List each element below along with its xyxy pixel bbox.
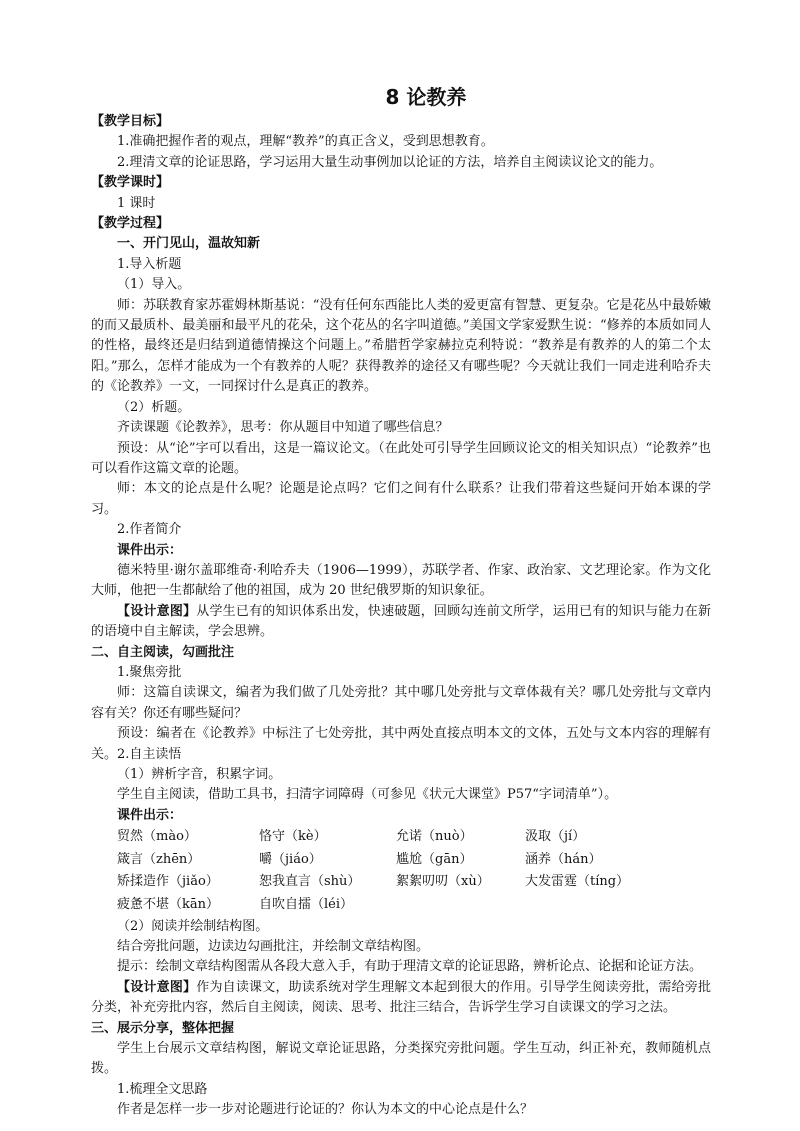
word-item: 自吹自擂（léi） xyxy=(259,897,354,912)
document-page xyxy=(91,82,711,1121)
s1-para4: 师：本文的论点是什么呢？论题是论点吗？它们之间有什么联系？让我们带着这些疑问开始本课的学习。 xyxy=(91,481,711,517)
s3-sub1: 1.梳理全文思路 xyxy=(117,1081,208,1097)
word-item: 涵养（hán） xyxy=(525,851,602,867)
s2-para4: 结合旁批问题，边读边勾画批注，并绘制文章结构图。 xyxy=(117,939,430,954)
design-label: 【设计意图】 xyxy=(117,979,197,995)
goal-2: 2.理清文章的论证思路，学习运用大量生动事例加以论证的方法，培养自主阅读议论文的能力。 xyxy=(117,154,663,170)
s1-design: 【设计意图】从学生已有的知识体系出发，快速破题，回顾勾连前文所学，运用已有的知识与能力在新的语境中自主解读，学会思辨。 xyxy=(91,603,711,640)
section-1-heading: 一、开门见山，温故知新 xyxy=(117,236,261,252)
word-item: 汲取（jí） xyxy=(525,829,586,845)
section-3-heading: 三、展示分享，整体把握 xyxy=(91,1020,235,1036)
s2-show-label: 课件出示： xyxy=(117,807,183,823)
hours-heading: 【教学课时】 xyxy=(91,175,170,191)
s2-design: 【设计意图】作为自读课文，助读系统对学生理解文本起到很大的作用。引导学生阅读旁批，需给旁批分类，补充旁批内容，然后自主阅读，阅读、思考、批注三结合，告诉学生学习自读课文的学习之法。 xyxy=(91,979,711,1016)
word-item: 箴言（zhēn） xyxy=(117,851,201,867)
s1-para3: 预设：从“论”字可以看出，这是一篇议论文。（在此处可引导学生回顾议论文的相关知识点）“论教养”也可以看作这篇文章的论题。 xyxy=(91,440,711,476)
process-heading: 【教学过程】 xyxy=(91,216,170,232)
s1-sub2: 2.作者简介 xyxy=(117,522,182,538)
s2-para5: 提示：绘制文章结构图需从各段大意入手，有助于理清文章的论证思路，辨析论点、论据和论证方法。 xyxy=(117,959,703,975)
s2-p1: （1）辨析字音，积累字词。 xyxy=(117,767,282,782)
page-title: 8 论教养 xyxy=(385,85,467,109)
word-item: 恪守（kè） xyxy=(259,829,327,845)
word-item: 恕我直言（shù） xyxy=(259,874,361,890)
word-item: 絮絮叨叨（xù） xyxy=(396,874,490,890)
word-item: 贸然（mào） xyxy=(117,829,197,845)
word-item: 嚼（jiáo） xyxy=(259,851,322,867)
s2-para3: 学生自主阅读，借助工具书，扫清字词障碍（可参见《状元大课堂》P57“字词清单”）。 xyxy=(117,787,618,803)
goal-1: 1.准确把握作者的观点，理解“教养”的真正含义，受到思想教育。 xyxy=(117,134,494,150)
word-list xyxy=(91,826,711,916)
s1-show-label: 课件出示： xyxy=(117,542,183,558)
word-item: 允诺（nuò） xyxy=(396,829,473,845)
design-label: 【设计意图】 xyxy=(117,603,197,619)
s1-p2: （2）析题。 xyxy=(117,399,191,415)
s2-para1: 师：这篇自读课文，编者为我们做了几处旁批？其中哪几处旁批与文章体裁有关？哪几处旁批与文章内容有关？你还有哪些疑问？ xyxy=(91,685,711,721)
s3-para2: 作者是怎样一步一步对论题进行论证的？你认为本文的中心论点是什么？ xyxy=(117,1102,534,1118)
section-2-heading: 二、自主阅读，勾画批注 xyxy=(91,644,235,660)
s2-sub1: 1.聚焦旁批 xyxy=(117,664,182,680)
hours-text: 1 课时 xyxy=(117,195,156,211)
s1-p1: （1）导入。 xyxy=(117,277,191,293)
s1-para5: 德米特里·谢尔盖耶维奇·利哈乔夫（1906—1999），苏联学者、作家、政治家、文艺理论家。作为文化大师，他把一生都献给了他的祖国，成为 20 世纪俄罗斯的知识象征。 xyxy=(91,562,711,599)
goals-heading: 【教学目标】 xyxy=(91,114,170,129)
s1-sub1: 1.导入析题 xyxy=(117,256,182,272)
s2-p2: （2）阅读并绘制结构图。 xyxy=(117,918,269,934)
s1-para2: 齐读课题《论教养》，思考：你从题目中知道了哪些信息？ xyxy=(117,420,449,436)
word-item: 大发雷霆（tíng） xyxy=(525,874,630,890)
s1-para1: 师：苏联教育家苏霍姆林斯基说：“没有任何东西能比人类的爱更富有智慧、更复杂。它是花丛中最娇嫩的而又最质朴、最美丽和最平凡的花朵，这个花丛的名字叫道德。”美国文学家爱默生说：“修养的本质如同人的性格，最终还是归结到道德情操这个问题上。”希腊哲学家赫拉克利特说：“教养是有教养的人的第二个太阳。”那么，怎样才能成为一个有教养的人呢？获得教养的途径又有哪些呢？今天就让我们一同走进利哈乔夫的《论教养》一文，一同探讨什么是真正的教养。 xyxy=(91,297,711,395)
word-item: 矫揉造作（jiǎo） xyxy=(117,874,219,890)
word-item: 尴尬（gān） xyxy=(396,851,473,867)
s2-para2: 预设：编者在《论教养》中标注了七处旁批，其中两处直接点明本文的文体，五处与文本内容的理解有关。2.自主读悟 xyxy=(91,726,711,762)
word-item: 疲惫不堪（kān） xyxy=(117,897,220,912)
s3-para1: 学生上台展示文章结构图，解说文章论证思路，分类探究旁批问题。学生互动，纠正补充，教师随机点拨。 xyxy=(91,1041,711,1077)
